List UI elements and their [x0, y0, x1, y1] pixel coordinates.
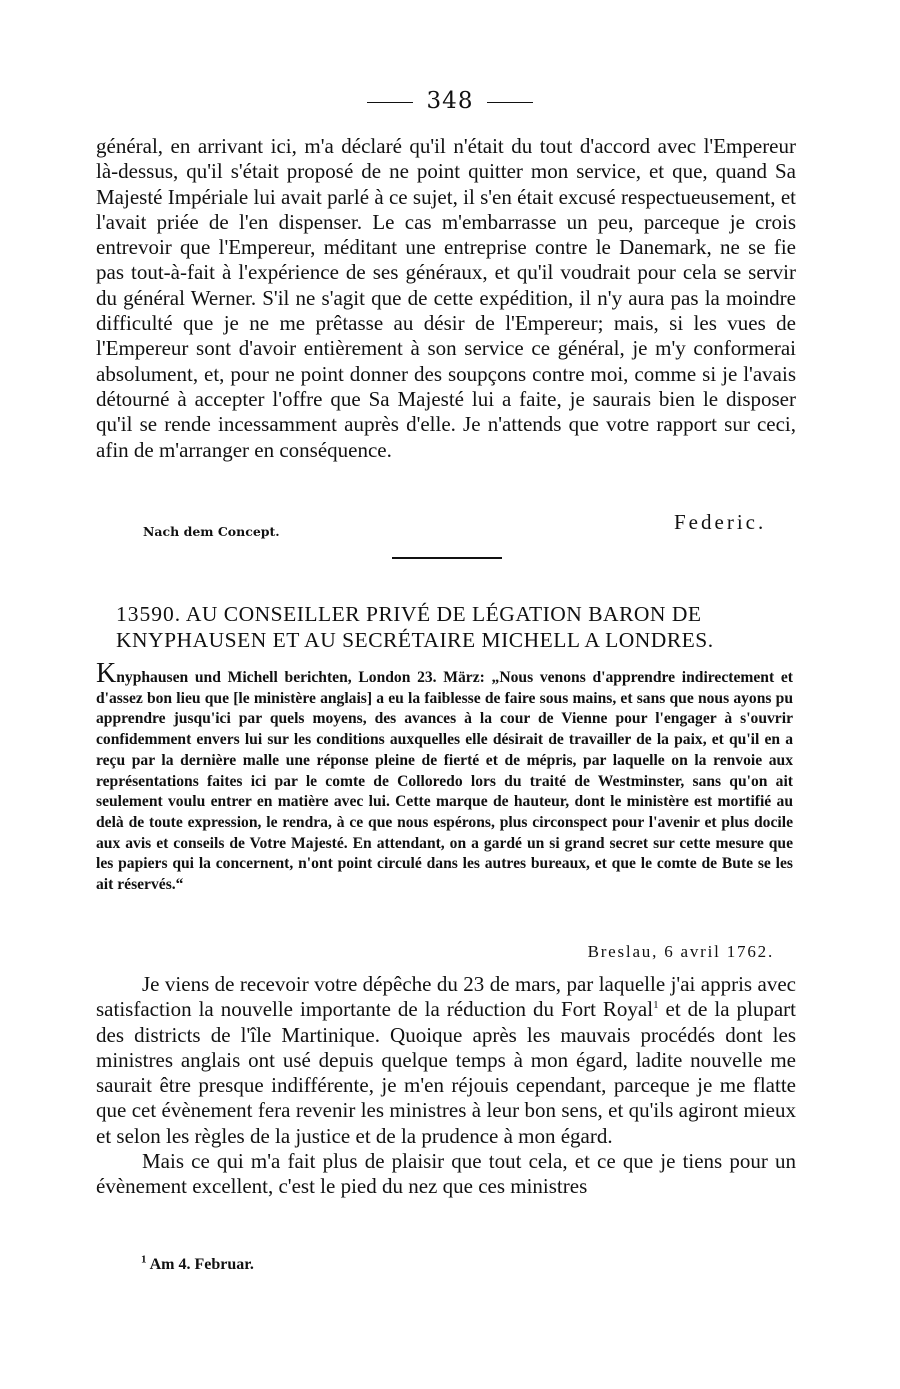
entry-heading [116, 601, 796, 653]
page-number-dash-left [367, 102, 413, 103]
reply-body [96, 972, 796, 1200]
footnote-reference: 1 [653, 999, 659, 1012]
summary-initial: K [96, 658, 117, 689]
source-note: Nach dem Concept. [143, 524, 280, 539]
footnote-text: Am 4. Februar. [149, 1256, 254, 1273]
page-number-line [0, 88, 900, 114]
section-divider [392, 557, 502, 559]
footnote-mark: 1 [141, 1253, 147, 1266]
entry-title: AU CONSEILLER PRIVÉ DE LÉGATION BARON DE KNYPHAUSEN ET AU SECRÉTAIRE MICHELL A LONDRES. [116, 602, 714, 652]
letter-body [96, 134, 796, 463]
letter-paragraph: général, en arrivant ici, m'a déclaré qu'il n'était du tout d'accord avec l'Empereur là-dessus, qu'il s'était proposé de ne point quitter mon service, et que, quand Sa Majesté Impériale lui avait parlé à ce sujet, il s'en était excusé respectueusement, et l'avait priée de l'en dispenser. Le cas m'embarrasse un peu, parceque je crois entrevoir que l'Empereur, méditant une entreprise contre le Danemark, ne se fie pas tout-à-fait à l'expérience de ses généraux, et qu'il voudrait pour cela se servir du général Werner. S'il ne s'agit que de cette expédition, il n'y aura pas la moindre difficulté que je ne me prêtasse au désir de l'Empereur; mais, si les vues de l'Empereur sont d'avoir entièrement à son service ce général, je m'y conformerai absolument, et, pour ne point donner des soupçons contre moi, comme si je l'avais détourné à accepter l'offre que Sa Majesté lui a faite, je saurais bien le disposer qu'il se rende incessamment auprès d'elle. Je n'attends que votre rapport sur ceci, afin de m'arranger en conséquence. [96, 134, 796, 462]
reply-paragraph-1-end: et de la plupart des districts de l'île Martinique. Quoique après les mauvais procédés dont les ministres anglais ont usé depuis quelque temps à mon égard, ladite nouvelle me saurait être presque indifférente, je m'en réjouis cependant, parceque je me flatte que cet évènement fera revenir les ministres à leur bon sens, et qu'ils agiront mieux et selon les règles de la justice et de la prudence à mon égard. [96, 997, 796, 1148]
reply-paragraph-1-start: Je viens de recevoir votre dépêche du 23 de mars, par laquelle j'ai appris avec satisfaction la nouvelle importante de la réduction du Fort Royal [96, 972, 796, 1022]
page-number: 348 [426, 88, 474, 114]
report-summary [96, 658, 793, 896]
entry-number: 13590. [116, 602, 182, 626]
signature: Federic. [674, 510, 767, 534]
reply-paragraph-1 [96, 972, 796, 1149]
footnote [141, 1253, 254, 1274]
page-number-dash-right [487, 102, 533, 103]
reply-paragraph-2: Mais ce qui m'a fait plus de plaisir que tout cela, et ce que je tiens pour un évènement excellent, c'est le pied du nez que ces ministres [96, 1149, 796, 1199]
dateline: Breslau, 6 avril 1762. [587, 942, 774, 961]
summary-text: nyphausen und Michell berichten, London 23. März: „Nous venons d'apprendre indirectement et d'assez bon lieu que [le ministère anglais] a eu la faiblesse de faire sous mains, et sans que nous ayons pu apprendre jusqu'ici par quels moyens, des avances à la cour de Vienne pour l'engager à s'ouvrir confidemment envers lui sur les conditions auxquelles elle désirait de travailler de la paix, et qu'il en a reçu par la dernière malle une réponse pleine de fierté et de mépris, par laquelle on la renvoie aux représentations faites ici par le comte de Colloredo lors du traité de Westminster, sans qu'on ait seulement voulu entrer en matière avec lui. Cette marque de hauteur, dont le ministère est mortifié au delà de toute expression, le rendra, à ce que nous espérons, plus circonspect pour l'avenir et plus docile aux avis et conseils de Votre Majesté. En attendant, on a gardé un si grand secret sur cette mesure que les papiers qui la concernent, n'ont point circulé dans les autres bureaux, et que le comte de Bute se les ait réservés.“ [96, 669, 793, 894]
